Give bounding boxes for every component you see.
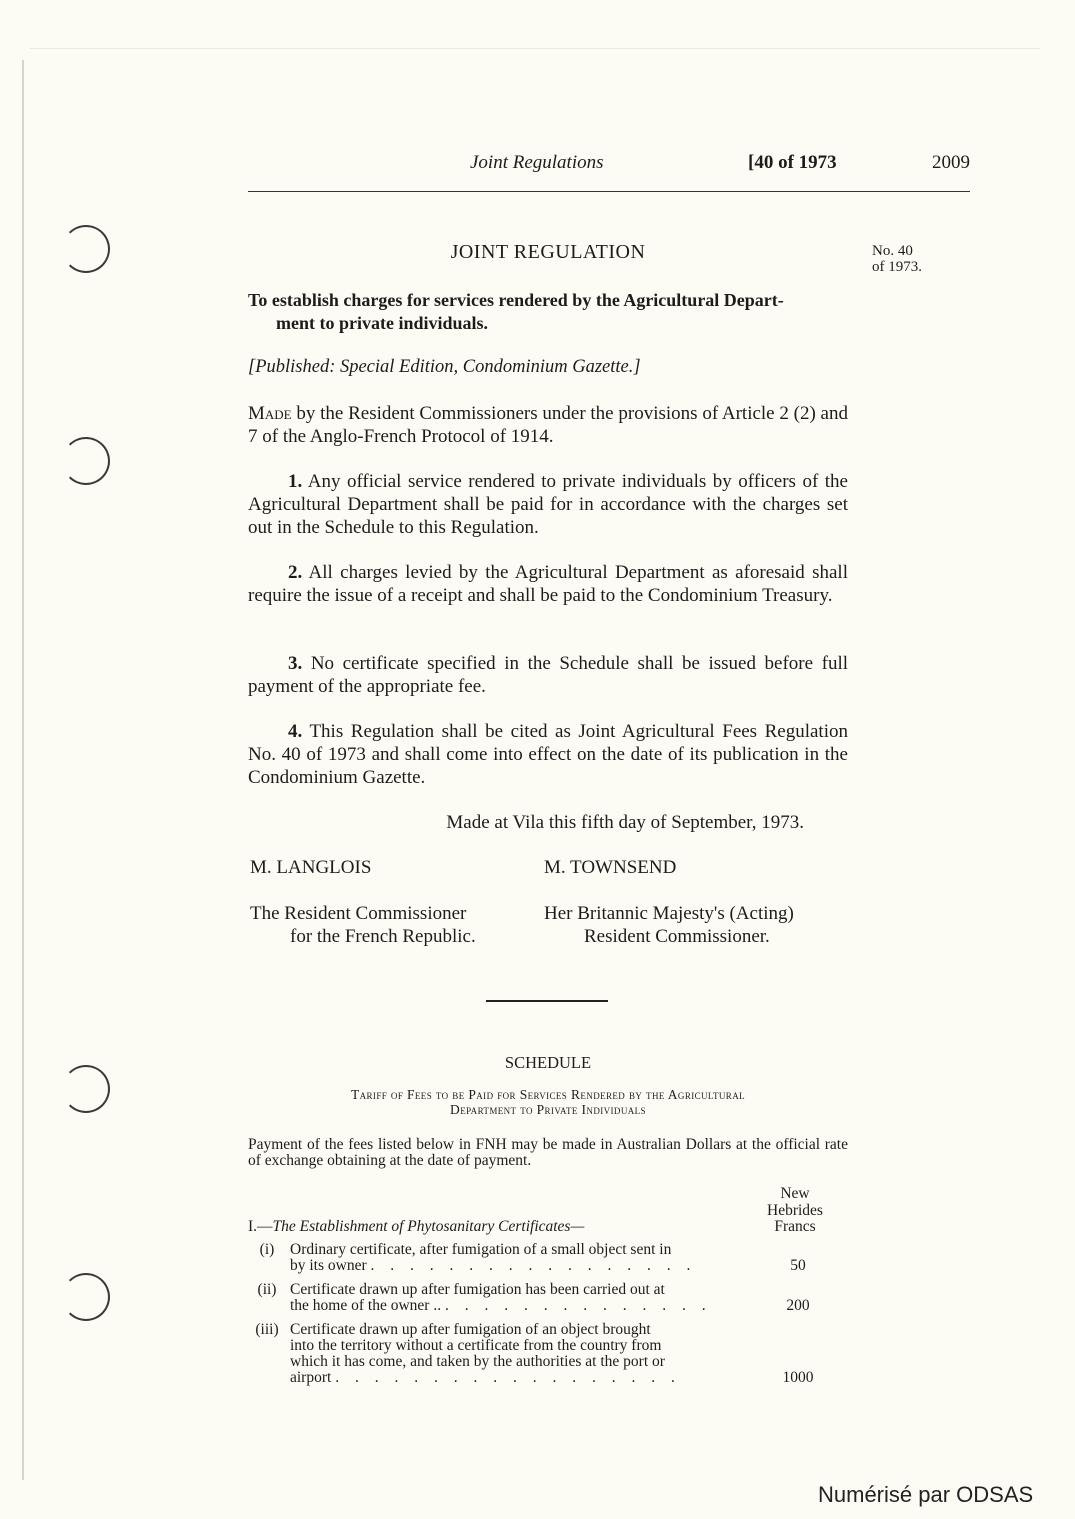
- fee-item: [248, 1282, 848, 1316]
- item-fee: 200: [786, 1297, 810, 1314]
- payment-note: Payment of the fees listed below in FNH may be made in Australian Dollars at the official rate of exchange obtaining at the date of payment.: [248, 1136, 848, 1169]
- punch-hole: [62, 437, 110, 485]
- section-text: This Regulation shall be cited as Joint Agricultural Fees Regulation No. 40 of 1973 and shall come into effect on the date of its publication in the Condominium Gazette.: [248, 721, 848, 788]
- column-header-line: Hebrides: [767, 1201, 823, 1219]
- publication-note: [Published: Special Edition, Condominium Gazette.]: [248, 357, 641, 377]
- signatory-title-line: Resident Commissioner.: [584, 926, 770, 947]
- section-divider: [486, 1000, 608, 1002]
- fee-item: [248, 1242, 848, 1276]
- section-number: 4.: [288, 721, 303, 742]
- item-number: (i): [259, 1241, 275, 1258]
- signatory-title-line: Her Britannic Majesty's (Acting): [544, 903, 794, 924]
- item-description: [290, 1282, 745, 1314]
- purpose-line: ment to private individuals.: [276, 313, 489, 333]
- schedule-heading: SCHEDULE: [504, 1053, 592, 1072]
- item-number: (ii): [257, 1281, 277, 1298]
- item-line: the home of the owner .. . . . . . . . . . . . . . .: [290, 1297, 712, 1314]
- section-number: 2.: [288, 562, 303, 583]
- page-edge-left: [22, 60, 24, 1480]
- enacting-lead: Made: [248, 403, 292, 424]
- header-rule: [248, 191, 970, 192]
- section-number: 1.: [288, 471, 303, 492]
- item-description: [290, 1242, 745, 1274]
- tariff-heading-line: Tariff of Fees to be Paid for Services Rendered by the Agricultural: [350, 1087, 745, 1102]
- section-number: 3.: [288, 653, 303, 674]
- page-edge-top: [30, 48, 1040, 49]
- punch-hole: [62, 1065, 110, 1113]
- section-text: All charges levied by the Agricultural Department as aforesaid shall require the issue of a receipt and shall be paid to the Condominium Treasury.: [248, 562, 848, 606]
- item-fee: 50: [790, 1257, 806, 1274]
- item-line: Certificate drawn up after fumigation of an object brought: [290, 1321, 651, 1338]
- header-act-number: [40 of 1973: [748, 152, 837, 173]
- margin-note: [872, 243, 922, 275]
- made-at-line: Made at Vila this fifth day of September, 1973.: [446, 812, 804, 833]
- item-line: into the territory without a certificate from the country from: [290, 1337, 662, 1354]
- section-1: [248, 470, 848, 539]
- item-number: (iii): [255, 1321, 279, 1338]
- signatory-title-line: The Resident Commissioner: [250, 903, 467, 924]
- purpose-line: To establish charges for services rendered by the Agricultural Depart-: [248, 290, 784, 310]
- section-prefix: I.—: [248, 1218, 273, 1235]
- item-line: Ordinary certificate, after fumigation of a small object sent in: [290, 1241, 672, 1258]
- item-line-text: the home of the owner ..: [290, 1297, 442, 1314]
- signatory-name-british: M. TOWNSEND: [544, 857, 677, 878]
- tariff-heading: [248, 1087, 848, 1117]
- column-header-line: Francs: [774, 1218, 816, 1235]
- section-2: [248, 561, 848, 607]
- section-text: Any official service rendered to private individuals by officers of the Agricultural Department shall be paid for in accordance with the charges set out in the Schedule to this Regulation.: [248, 471, 848, 538]
- digitization-credit: Numérisé par ODSAS: [818, 1482, 1034, 1507]
- signatory-name-french: M. LANGLOIS: [250, 857, 372, 878]
- signatory-title-line: for the French Republic.: [290, 926, 476, 947]
- section-3: [248, 652, 848, 698]
- header-title: Joint Regulations: [470, 152, 604, 173]
- item-line: airport . . . . . . . . . . . . . . . . . .: [290, 1369, 681, 1386]
- margin-note-line: of 1973.: [872, 259, 922, 275]
- signatory-title-british: [544, 902, 794, 948]
- section-title: The Establishment of Phytosanitary Certificates—: [272, 1218, 585, 1235]
- item-description: [290, 1322, 745, 1386]
- item-line-text: airport: [290, 1369, 332, 1386]
- column-header-line: New: [780, 1185, 810, 1202]
- item-line: Certificate drawn up after fumigation has been carried out at: [290, 1281, 665, 1298]
- header-page-number: 2009: [932, 152, 970, 173]
- item-line-text: by its owner: [290, 1257, 367, 1274]
- item-line: which it has come, and taken by the authorities at the port or: [290, 1353, 665, 1370]
- section-text: No certificate specified in the Schedule shall be issued before full payment of the appropriate fee.: [248, 653, 849, 697]
- enacting-text: by the Resident Commissioners under the provisions of Article 2 (2) and 7 of the Anglo-French Protocol of 1914.: [248, 403, 848, 447]
- item-line: by its owner . . . . . . . . . . . . . . . . .: [290, 1257, 697, 1274]
- document-title: JOINT REGULATION: [450, 241, 646, 263]
- schedule-section-heading: [248, 1218, 584, 1236]
- signatory-title-french: [250, 902, 476, 948]
- section-4: [248, 720, 848, 789]
- fee-item: [248, 1322, 848, 1388]
- purpose-statement: [248, 289, 848, 335]
- tariff-heading-line: Department to Private Individuals: [450, 1102, 646, 1117]
- margin-note-line: No. 40: [872, 243, 913, 259]
- punch-hole: [62, 225, 110, 273]
- item-fee: 1000: [782, 1369, 814, 1386]
- punch-hole: [62, 1273, 110, 1321]
- fee-column-header: [740, 1186, 850, 1236]
- enacting-clause: [248, 402, 848, 448]
- running-header: [248, 152, 970, 178]
